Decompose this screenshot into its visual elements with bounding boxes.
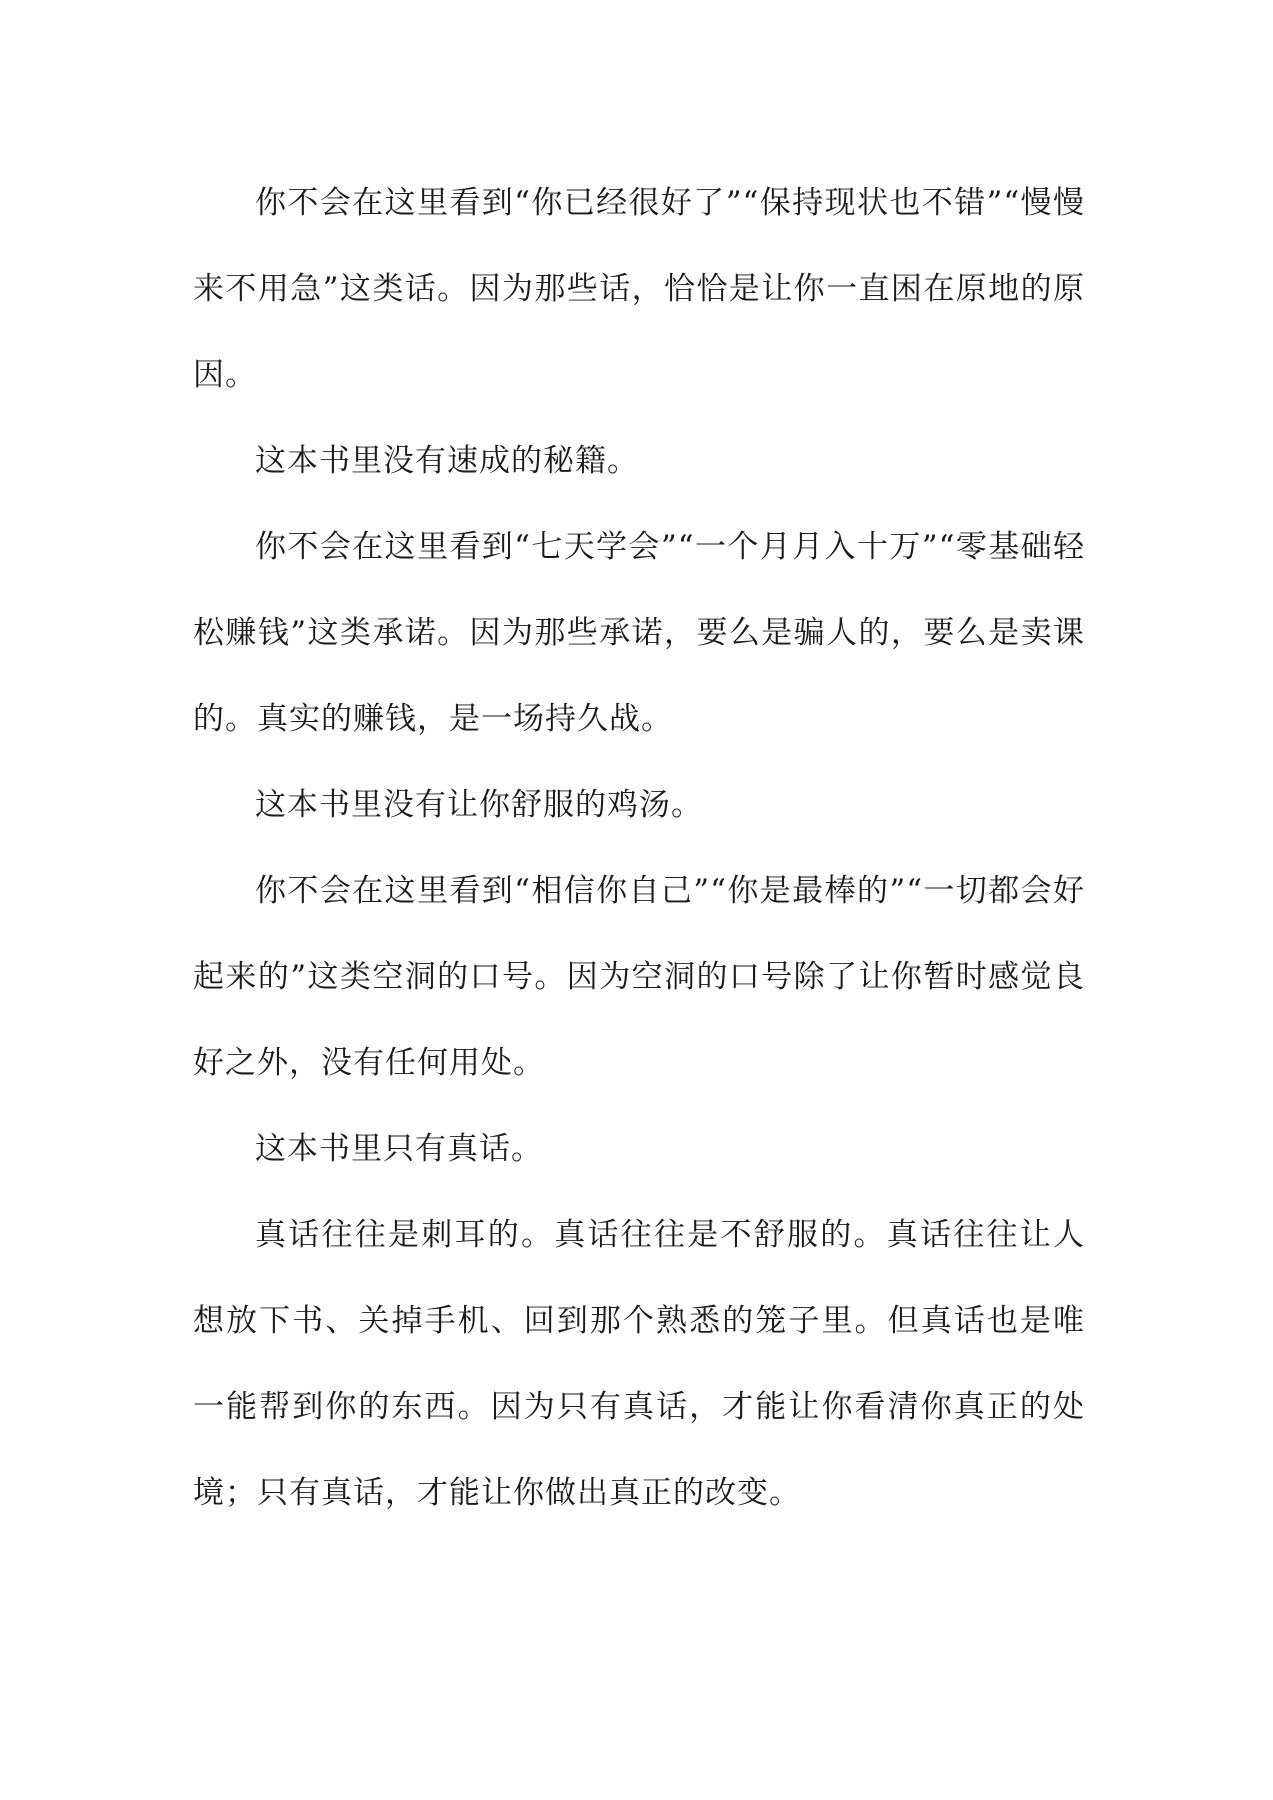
paragraph: 真话往往是刺耳的。真话往往是不舒服的。真话往往让人想放下书、关掉手机、回到那个熟悉的笼子里。但真话也是唯一能帮到你的东西。因为只有真话，才能让你看清你真正的处境；只有真话，才能让你做出真正的改变。	[193, 1217, 1085, 1511]
paragraph: 这本书里没有速成的秘籍。	[255, 443, 639, 479]
paragraph: 这本书里没有让你舒服的鸡汤。	[255, 787, 703, 823]
paragraph: 你不会在这里看到“你已经很好了”“保持现状也不错”“慢慢来不用急”这类话。因为那些话，恰恰是让你一直困在原地的原因。	[193, 185, 1085, 393]
paragraph: 你不会在这里看到“七天学会”“一个月月入十万”“零基础轻松赚钱”这类承诺。因为那些承诺，要么是骗人的，要么是卖课的。真实的赚钱，是一场持久战。	[193, 529, 1085, 737]
paragraph: 这本书里只有真话。	[255, 1131, 543, 1167]
paragraph: 你不会在这里看到“相信你自己”“你是最棒的”“一切都会好起来的”这类空洞的口号。因为空洞的口号除了让你暂时感觉良好之外，没有任何用处。	[193, 873, 1085, 1081]
body-text	[193, 160, 1085, 1536]
